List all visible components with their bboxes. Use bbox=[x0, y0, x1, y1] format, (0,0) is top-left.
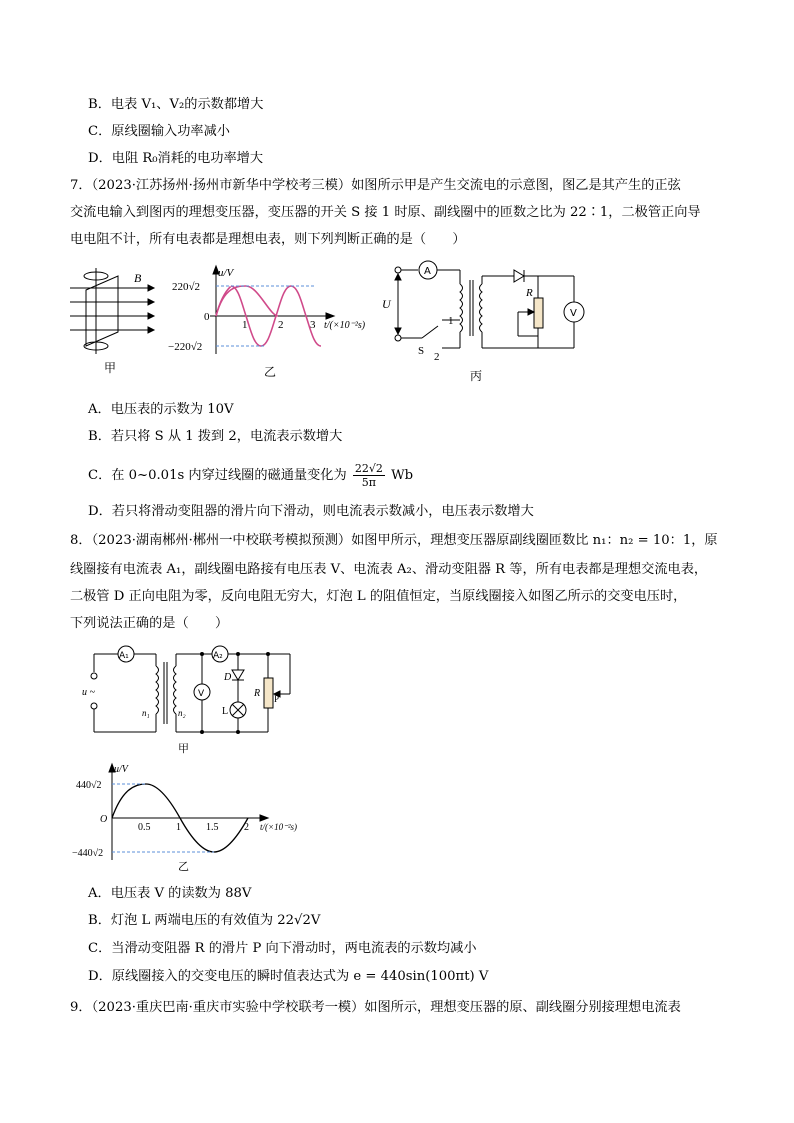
svg-text:u/V: u/V bbox=[218, 267, 234, 279]
svg-text:R: R bbox=[254, 688, 261, 699]
q9-stem-line-1: 9．（2023·重庆巴南·重庆市实验中学校联考一模）如图所示，理想变压器的原、副线圈分别接理想电流表 bbox=[70, 1000, 681, 1015]
svg-text:A: A bbox=[424, 266, 431, 277]
q6-option-c: C．原线圈输入功率减小 bbox=[88, 124, 230, 139]
q7-figure-bing bbox=[378, 256, 598, 384]
q7-stem-line-3: 电电阻不计，所有电表都是理想电表，则下列判断正确的是（ ） bbox=[70, 232, 466, 247]
q7-option-b: B．若只将 S 从 1 拨到 2，电流表示数增大 bbox=[88, 429, 343, 444]
svg-text:乙: 乙 bbox=[264, 365, 277, 379]
q8-stem-line-4: 下列说法正确的是（ ） bbox=[70, 616, 229, 631]
q8-stem-line-3: 二极管 D 正向电阻为零，反向电阻无穷大，灯泡 L 的阻值恒定，当原线圈接入如图乙所示的交变电压时， bbox=[70, 589, 687, 604]
q8-figure-yi bbox=[72, 760, 312, 872]
svg-text:440√2: 440√2 bbox=[76, 780, 102, 791]
svg-text:3: 3 bbox=[310, 319, 316, 331]
q6-option-b: B．电表 V₁、V₂的示数都增大 bbox=[88, 97, 264, 112]
svg-text:R: R bbox=[526, 287, 533, 299]
svg-text:A₂: A₂ bbox=[213, 651, 223, 661]
q8-option-c: C．当滑动变阻器 R 的滑片 P 向下滑动时，两电流表的示数均减小 bbox=[88, 941, 477, 956]
svg-text:2: 2 bbox=[434, 351, 440, 363]
svg-text:甲: 甲 bbox=[104, 361, 117, 374]
q8-option-d: D．原线圈接入的交变电压的瞬时值表达式为 e = 440sin(100πt) V bbox=[88, 969, 489, 984]
svg-text:2: 2 bbox=[244, 822, 249, 833]
q7-option-a: A．电压表的示数为 10V bbox=[88, 402, 234, 417]
svg-text:B: B bbox=[134, 271, 142, 285]
q8-stem-line-2: 线圈接有电流表 A₁，副线圈电路接有电压表 V、电流表 A₂、滑动变阻器 R 等，所有电表都是理想交流电表， bbox=[70, 562, 708, 577]
svg-text:乙: 乙 bbox=[178, 860, 189, 872]
q8-figure-jia bbox=[82, 644, 302, 756]
svg-text:t/(×10⁻²s): t/(×10⁻²s) bbox=[260, 822, 298, 832]
svg-text:n₁: n₁ bbox=[142, 708, 150, 718]
q7-option-c-fraction: $\frac{22√2}{5\pi}$ bbox=[354, 462, 383, 489]
svg-text:L: L bbox=[222, 706, 229, 717]
svg-text:O: O bbox=[100, 814, 108, 825]
q7-option-c: C．在 0~0.01s 内穿过线圈的磁通量变化为 $\frac{22√2}{5\pi}$ Wb bbox=[88, 462, 414, 489]
q7-stem-line-1: 7．（2023·江苏扬州·扬州市新华中学校考三模）如图所示甲是产生交流电的示意图，图乙是其产生的正弦 bbox=[70, 178, 681, 193]
svg-text:1: 1 bbox=[448, 315, 454, 327]
svg-text:U: U bbox=[382, 297, 391, 311]
q6-option-d: D．电阻 R₀消耗的电功率增大 bbox=[88, 151, 264, 166]
svg-text:1.5: 1.5 bbox=[206, 822, 219, 833]
svg-text:1: 1 bbox=[242, 319, 248, 331]
svg-text:A₁: A₁ bbox=[119, 651, 129, 661]
svg-text:t/(×10⁻²s): t/(×10⁻²s) bbox=[324, 320, 366, 331]
q8-option-a: A．电压表 V 的读数为 88V bbox=[88, 886, 252, 901]
svg-text:2: 2 bbox=[278, 319, 284, 331]
svg-text:n₂: n₂ bbox=[178, 708, 186, 718]
svg-text:丙: 丙 bbox=[470, 369, 483, 383]
svg-text:V: V bbox=[198, 689, 205, 699]
q8-option-b: B．灯泡 L 两端电压的有效值为 22√2V bbox=[88, 913, 321, 928]
svg-text:P: P bbox=[274, 694, 280, 704]
svg-text:−440√2: −440√2 bbox=[72, 848, 104, 859]
svg-text:S: S bbox=[418, 345, 425, 357]
svg-text:−220√2: −220√2 bbox=[168, 341, 203, 353]
svg-text:0: 0 bbox=[204, 311, 210, 323]
svg-text:u ~: u ~ bbox=[82, 687, 95, 698]
svg-text:1: 1 bbox=[176, 822, 181, 833]
svg-text:D: D bbox=[224, 672, 232, 683]
svg-text:甲: 甲 bbox=[178, 742, 189, 755]
q8-stem-line-1: 8．（2023·湖南郴州·郴州一中校联考模拟预测）如图甲所示，理想变压器原副线圈匝数比 n₁：n₂ = 10：1，原 bbox=[70, 533, 718, 548]
svg-text:u/V: u/V bbox=[114, 764, 128, 775]
q7-figure-yi bbox=[166, 262, 386, 380]
q7-stem-line-2: 交流电输入到图丙的理想变压器，变压器的开关 S 接 1 时原、副线圈中的匝数之比为 22∶1，二极管正向导 bbox=[70, 205, 701, 220]
svg-text:0.5: 0.5 bbox=[138, 822, 151, 833]
svg-text:220√2: 220√2 bbox=[172, 281, 201, 293]
q7-option-d: D．若只将滑动变阻器的滑片向下滑动，则电流表示数减小，电压表示数增大 bbox=[88, 504, 534, 519]
svg-text:V: V bbox=[570, 308, 577, 319]
q7-figure-jia bbox=[68, 262, 164, 374]
